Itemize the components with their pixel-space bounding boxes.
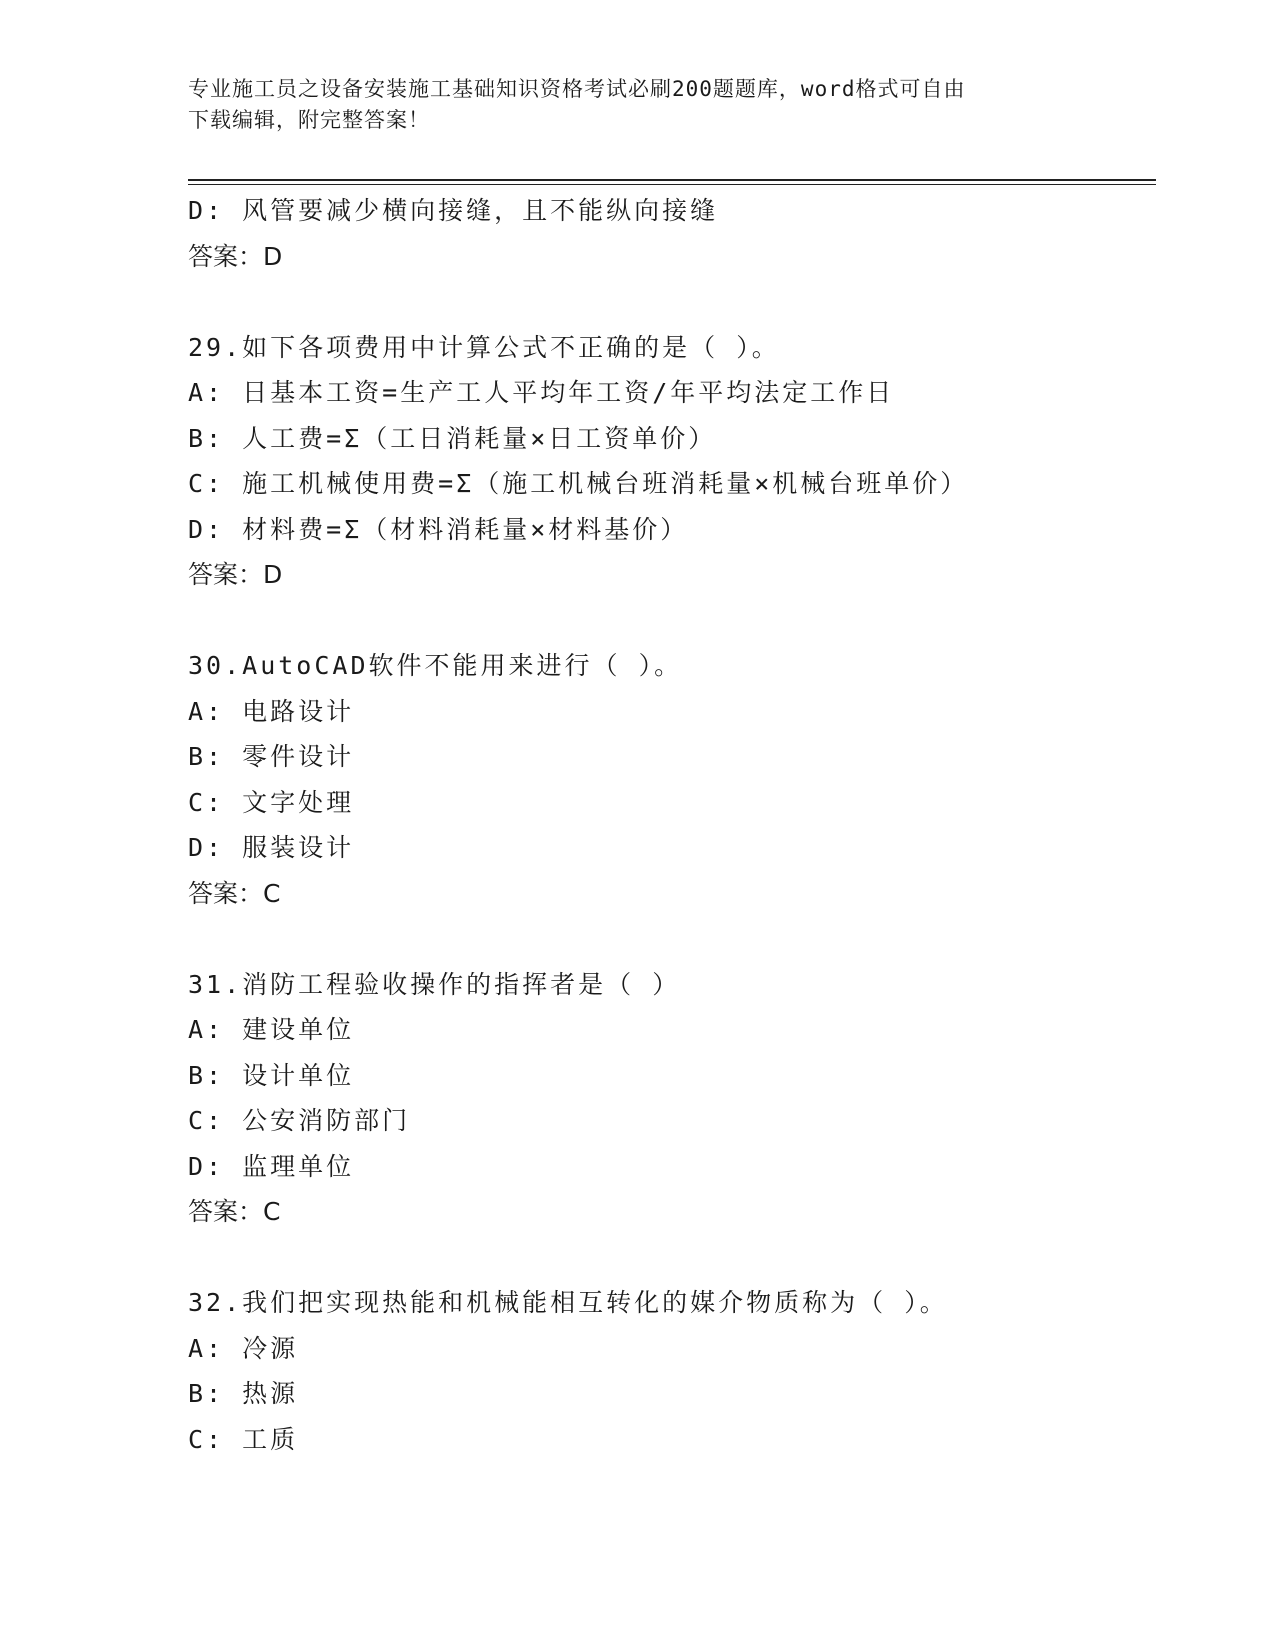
option-c: C: 文字处理 — [188, 787, 355, 817]
question-block-29 — [188, 325, 1148, 598]
option-a: A: 冷源 — [188, 1333, 299, 1363]
option-b: B: 设计单位 — [188, 1060, 355, 1090]
question-text: 30.AutoCAD软件不能用来进行（ ）。 — [188, 651, 683, 680]
option-b: B: 热源 — [188, 1379, 299, 1408]
option-c: C: 施工机械使用费=Σ（施工机械台班消耗量×机械台班单价） — [188, 469, 969, 498]
option-d: D: 监理单位 — [188, 1151, 355, 1181]
header-divider-thick — [188, 179, 1156, 181]
spacer — [188, 279, 1148, 325]
question-block-32 — [188, 1280, 1148, 1462]
answer-line: 答案：D — [188, 241, 283, 271]
spacer — [188, 598, 1148, 644]
option-b: B: 人工费=Σ（工日消耗量×日工资单价） — [188, 423, 717, 453]
option-a: A: 建设单位 — [188, 1015, 355, 1044]
option-a: A: 日基本工资=生产工人平均年工资/年平均法定工作日 — [188, 378, 895, 407]
option-d: D: 风管要减少横向接缝，且不能纵向接缝 — [188, 196, 719, 225]
question-text: 32.我们把实现热能和机械能相互转化的媒介物质称为（ ）。 — [188, 1288, 948, 1317]
header-line-2: 下载编辑，附完整答案！ — [188, 108, 430, 132]
header-divider-thin — [188, 184, 1156, 185]
document-header — [188, 74, 1088, 136]
answer-line: 答案：C — [188, 1197, 281, 1226]
option-a: A: 电路设计 — [188, 696, 355, 726]
question-block-31 — [188, 962, 1148, 1235]
question-text: 29.如下各项费用中计算公式不正确的是（ ）。 — [188, 332, 780, 362]
option-d: D: 材料费=Σ（材料消耗量×材料基价） — [188, 514, 689, 544]
option-c: C: 工质 — [188, 1424, 299, 1454]
question-list — [188, 188, 1148, 1462]
spacer — [188, 916, 1148, 962]
answer-line: 答案：C — [188, 878, 281, 908]
question-block-30 — [188, 643, 1148, 916]
option-d: D: 服装设计 — [188, 833, 355, 862]
question-text: 31.消防工程验收操作的指挥者是（ ） — [188, 969, 681, 999]
answer-line: 答案：D — [188, 560, 283, 589]
header-line-1: 专业施工员之设备安装施工基础知识资格考试必刷200题题库，word格式可自由 — [188, 77, 966, 101]
option-c: C: 公安消防部门 — [188, 1106, 411, 1135]
spacer — [188, 1235, 1148, 1281]
option-b: B: 零件设计 — [188, 742, 355, 771]
